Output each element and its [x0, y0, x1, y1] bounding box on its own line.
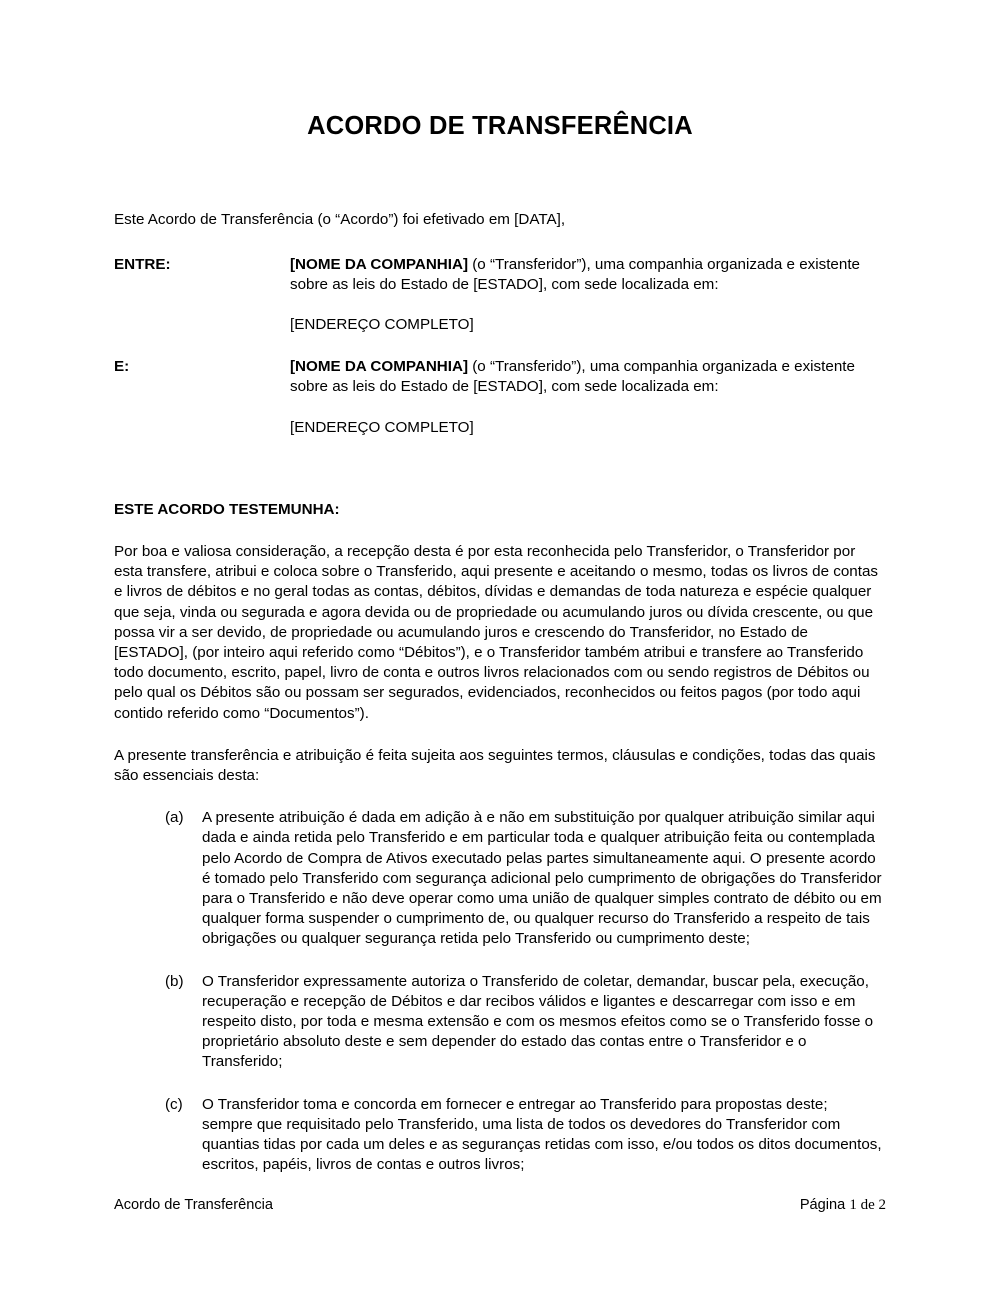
clause-marker-a: (a) [165, 809, 184, 827]
footer-document-name: Acordo de Transferência [114, 1197, 273, 1213]
intro-paragraph: Este Acordo de Transferência (o “Acordo”) foi efetivado em [DATA], [114, 211, 566, 229]
clause-item-c [114, 1073, 886, 1176]
page-footer [114, 1196, 886, 1214]
clause-text-b: O Transferidor expressamente autoriza o Transferido de coletar, demandar, buscar pela, execução, recuperação e recepção de Débitos e dar recibos válidos e ligantes e descarregar com isso e em respeito disto, por toda e mesma extensão e com os mesmos efeitos como se o Transferido fosse o proprietário absoluto deste e sem depender do estado das contas entre o Transferidor e o Transferido; [202, 972, 874, 1071]
party-label-transferor: ENTRE: [114, 255, 171, 273]
party-row-transferor [114, 255, 886, 336]
party-row-transferee [114, 357, 886, 438]
party-body-transferee [290, 357, 886, 438]
clause-marker-c: (c) [165, 1095, 183, 1113]
clause-text-c: O Transferidor toma e concorda em fornecer e entregar ao Transferido para propostas deste; sempre que requisitado pelo Transferido, uma lista de todos os devedores do Transferidor com quantias tidas por cada um deles e as seguranças retidas com isso, e/ou todos os ditos documentos, escritos, papéis, livros de contas e outros livros; [202, 1095, 882, 1174]
clause-list [114, 786, 886, 1175]
party-label-transferee: E: [114, 358, 130, 376]
clause-text-a: A presente atribuição é dada em adição à e não em substituição por qualquer atribuição similar aqui dada e ainda retida pelo Transferido e em particular toda e qualquer atribuição feita ou contemplada pelo Acordo de Compra de Ativos executado pelas partes simultaneamente aqui. O presente acordo é tomado pelo Transferido com segurança adicional pelo cumprimento de obrigações do Transferidor para o Transferido e não deve operar como uma união de qualquer simples contrato de débito ou em qualquer forma suspender o cumprimento de, ou qualquer recurso do Transferido a respeito de tais obrigações ou qualquer segurança retida pelo Transferido ou cumprimento deste; [202, 809, 882, 948]
company-placeholder-transferee: [NOME DA COMPANHIA] [290, 358, 469, 376]
footer-page-word: Página [799, 1197, 850, 1213]
address-placeholder-transferor: [ENDEREÇO COMPLETO] [290, 315, 474, 333]
address-placeholder-transferee: [ENDEREÇO COMPLETO] [290, 418, 474, 436]
clause-item-b [114, 950, 886, 1073]
party-description-text-transferee: (o “Transferido”), uma companhia organizada e existente sobre as leis do Estado de [ESTADO], com sede localizada em: [290, 358, 855, 396]
party-description-transferor [290, 255, 886, 295]
party-body-transferor [290, 255, 886, 336]
footer-page-indicator [800, 1196, 886, 1214]
party-description-text-transferor: (o “Transferidor”), uma companhia organizada e existente sobre as leis do Estado de [ESTADO], com sede localizada em: [290, 255, 860, 293]
page-title: ACORDO DE TRANSFERÊNCIA [307, 112, 693, 140]
witness-heading: ESTE ACORDO TESTEMUNHA: [114, 500, 340, 518]
footer-page-number: 1 de 2 [849, 1197, 886, 1213]
recital-paragraph: Por boa e valiosa consideração, a recepção desta é por esta reconhecida pelo Transferidor, o Transferidor por esta transfere, atribui e coloca sobre o Transferido, aqui presente e aceitando o mesmo, todas os livros de contas e livros de débitos e no geral todas as contas, débitos, dívidas e demandas de toda natureza e espécie qualquer que seja, vinda ou segurada e agora devida ou de propriedade ou acumulando juros ou dívida crescente, ou que possa vir a ser devido, de propriedade ou acumulando juros e crescendo do Transferidor, no Estado de [ESTADO], (por inteiro aqui referido como “Débitos”), e o Transferidor também atribui e transfere ao Transferido todo documento, escrito, papel, livro de conta e outros livros relacionados com ou sendo registros de Débitos ou pelo qual os Débitos são ou possam ser segurados, evidenciados, reconhecidos ou feitos pagos (por todo aqui contido referido como “Documentos”). [114, 542, 879, 722]
party-description-transferee [290, 357, 886, 397]
clause-item-a [114, 786, 886, 949]
document-body [114, 0, 886, 1175]
terms-intro-paragraph: A presente transferência e atribuição é feita sujeita aos seguintes termos, cláusulas e condições, todas das quais são essenciais desta: [114, 746, 876, 784]
clause-marker-b: (b) [165, 972, 184, 990]
company-placeholder-transferor: [NOME DA COMPANHIA] [290, 255, 469, 273]
